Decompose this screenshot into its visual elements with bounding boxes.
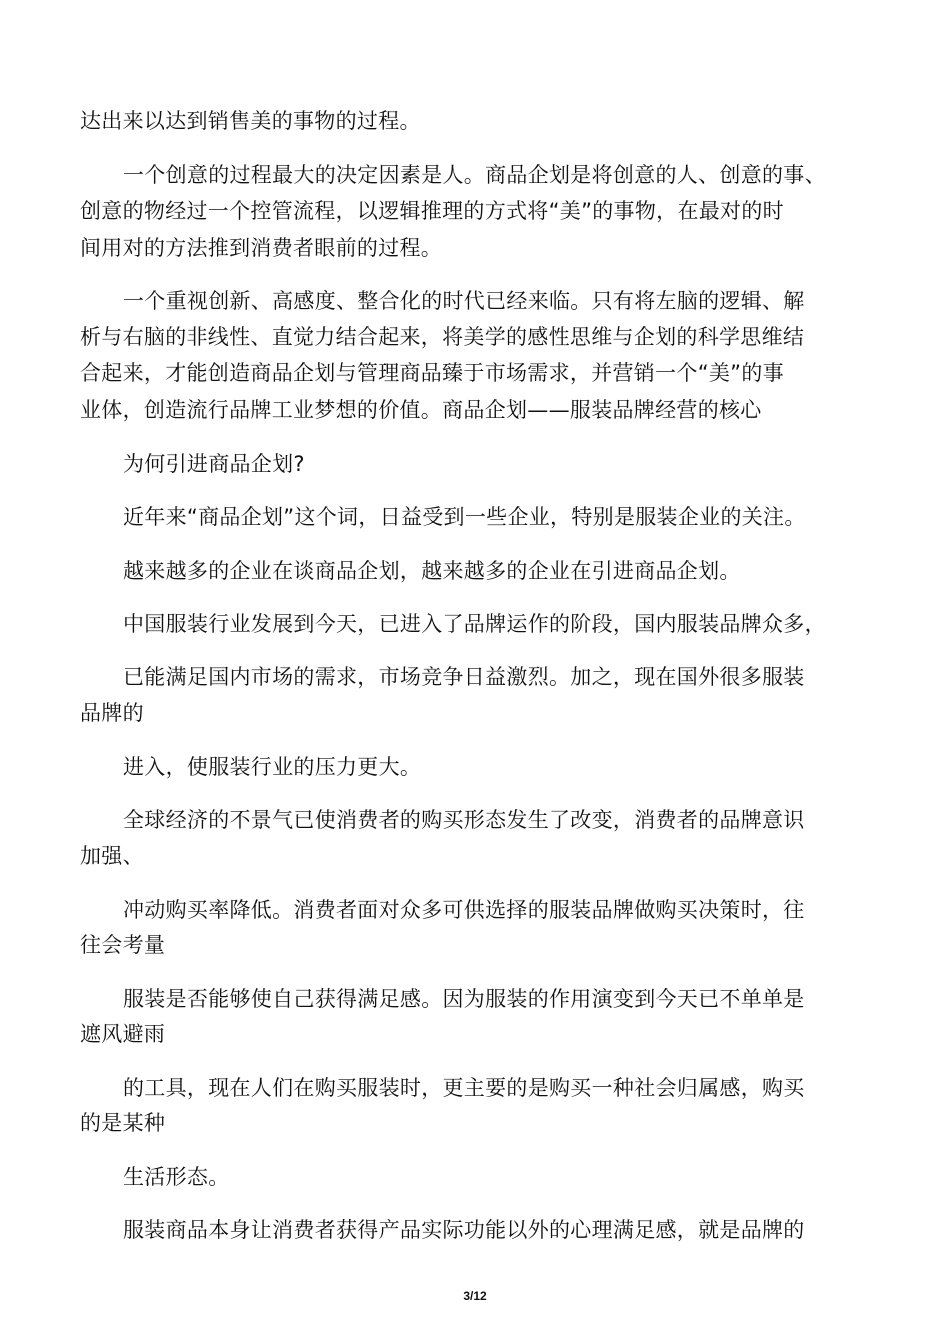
text-line: 的是某种 [80,1111,166,1135]
text-line: 服装商品本身让消费者获得产品实际功能以外的心理满足感，就是品牌的 [123,1218,805,1242]
text-line: 析与右脑的非线性、直觉力结合起来，将美学的感性思维与企划的科学思维结 [80,325,805,349]
text-line: 创意的物经过一个控管流程，以逻辑推理的方式将“美”的事物，在最对的时 [80,199,784,223]
text-line: 近年来“商品企划”这个词，日益受到一些企业，特别是服装企业的关注。 [123,505,806,529]
text-line: 进入，使服装行业的压力更大。 [123,755,422,779]
text-line: 业体，创造流行品牌工业梦想的价值。商品企划——服装品牌经营的核心 [80,398,762,422]
text-line: 的工具，现在人们在购买服装时，更主要的是购买一种社会归属感，购买 [123,1076,805,1100]
text-line: 越来越多的企业在谈商品企划，越来越多的企业在引进商品企划。 [123,559,741,583]
text-line: 加强、 [80,844,144,868]
text-line: 达出来以达到销售美的事物的过程。 [80,109,421,133]
text-line: 全球经济的不景气已使消费者的购买形态发生了改变，消费者的品牌意识 [123,808,805,832]
text-line: 冲动购买率降低。消费者面对众多可供选择的服装品牌做购买决策时，往 [123,898,805,922]
text-line: 间用对的方法推到消费者眼前的过程。 [80,236,443,260]
text-line: 合起来，才能创造商品企划与管理商品臻于市场需求，并营销一个“美”的事 [80,361,784,385]
page-number: 3/12 [463,1289,487,1303]
text-line: 一个创意的过程最大的决定因素是人。商品企划是将创意的人、创意的事、 [123,163,826,187]
text-line: 服装是否能够使自己获得满足感。因为服装的作用演变到今天已不单单是 [123,987,805,1011]
text-line: 一个重视创新、高感度、整合化的时代已经来临。只有将左脑的逻辑、解 [123,289,805,313]
text-line: 品牌的 [80,701,144,725]
text-line: 往会考量 [80,933,166,957]
text-line: 已能满足国内市场的需求，市场竞争日益激烈。加之，现在国外很多服装 [123,665,805,689]
text-line: 中国服装行业发展到今天，已进入了品牌运作的阶段，国内服装品牌众多， [123,612,826,636]
text-line: 遮风避雨 [80,1022,166,1046]
text-line: 为何引进商品企划? [123,452,305,476]
text-line: 生活形态。 [123,1165,230,1189]
